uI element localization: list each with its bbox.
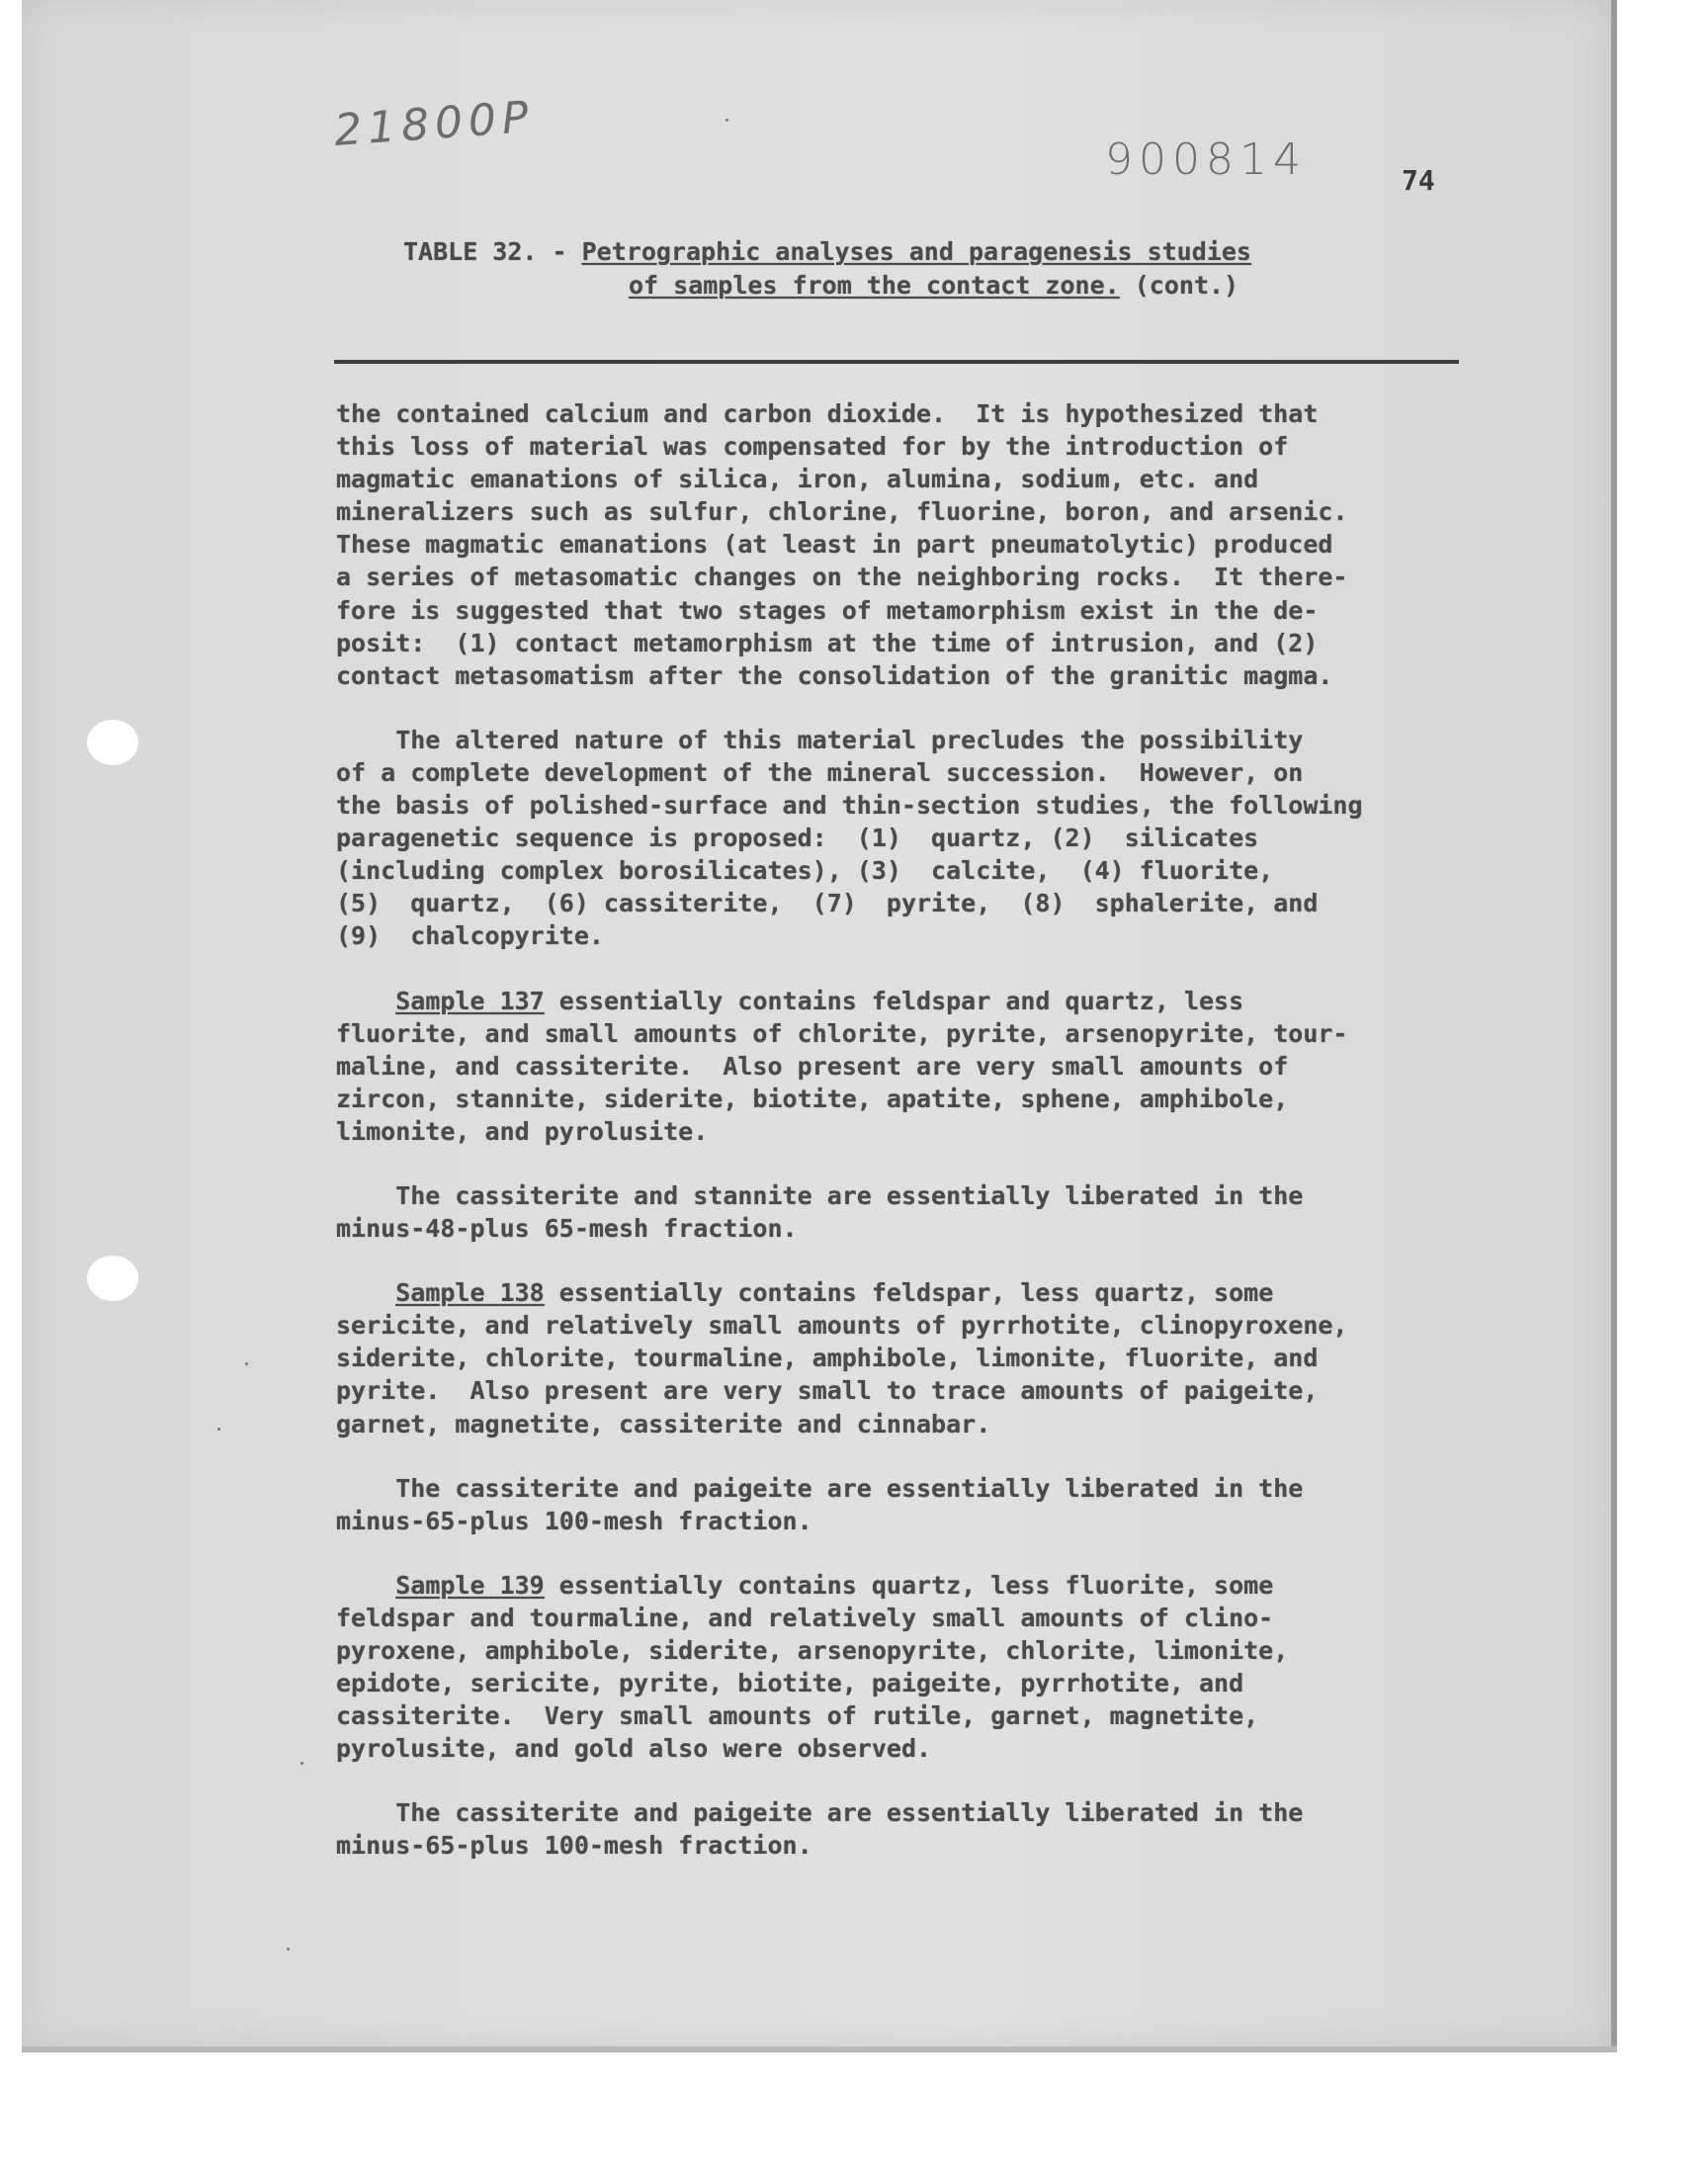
text-line: (9) chalcopyrite. — [336, 921, 604, 951]
text-line: minus-48-plus 65-mesh fraction. — [336, 1214, 798, 1244]
paragraph-paragenetic-sequence — [336, 724, 1483, 953]
text-line: The cassiterite and paigeite are essentially liberated in the — [336, 1798, 1304, 1828]
text-line: the basis of polished-surface and thin-section studies, the following — [336, 791, 1363, 821]
text-line: mineralizers such as sulfur, chlorine, fluorine, boron, and arsenic. — [336, 497, 1348, 527]
text-line: pyrite. Also present are very small to trace amounts of paigeite, — [336, 1376, 1319, 1406]
text-line: this loss of material was compensated for by the introduction of — [336, 432, 1289, 462]
text-line: magmatic emanations of silica, iron, alumina, sodium, etc. and — [336, 465, 1259, 494]
paragraph-sample-137 — [336, 985, 1483, 1148]
paragraph-sample-137-liberation — [336, 1179, 1483, 1245]
text-line: of a complete development of the mineral succession. However, on — [336, 757, 1304, 787]
text-line: zircon, stannite, siderite, biotite, apatite, sphene, amphibole, — [336, 1084, 1289, 1113]
paragraph-sample-138 — [336, 1276, 1483, 1439]
text-line: (including complex borosilicates), (3) calcite, (4) fluorite, — [336, 856, 1274, 886]
text-line — [336, 985, 1483, 1017]
handwritten-number-left: 21800P — [332, 91, 537, 157]
text-line: posit: (1) contact metamorphism at the time of intrusion, and (2) — [336, 628, 1319, 657]
paragraph-sample-139 — [336, 1569, 1483, 1766]
text-line: siderite, chlorite, tourmaline, amphibole, limonite, fluorite, and — [336, 1344, 1319, 1373]
table-title-line-1: Petrographic analyses and paragenesis studies — [581, 237, 1251, 266]
text-line: contact metasomatism after the consolidation of the granitic magma. — [336, 660, 1333, 690]
text-line: These magmatic emanations (at least in part pneumatolytic) produced — [336, 530, 1333, 560]
scan-speck — [217, 1428, 220, 1431]
text-line: minus-65-plus 100-mesh fraction. — [336, 1506, 812, 1535]
scan-speck — [245, 1362, 248, 1365]
sample-139-label: Sample 139 — [395, 1570, 545, 1600]
paragraph-sample-139-liberation — [336, 1796, 1483, 1862]
punch-hole-lower — [87, 1256, 138, 1301]
paragraph-metasomatism — [336, 397, 1483, 692]
text-fragment: essentially contains feldspar, less quartz, some — [544, 1278, 1274, 1308]
scan-speck — [726, 119, 728, 122]
text-line: fore is suggested that two stages of metamorphism exist in the de- — [336, 595, 1319, 625]
sample-138-label: Sample 138 — [395, 1278, 545, 1308]
text-line — [336, 1276, 1483, 1309]
body-text — [336, 397, 1483, 1894]
title-rule — [334, 360, 1459, 364]
text-line — [336, 1569, 1483, 1602]
text-line: The altered nature of this material precludes the possibility — [336, 725, 1304, 754]
text-line: cassiterite. Very small amounts of rutile, garnet, magnetite, — [336, 1701, 1259, 1731]
text-line: fluorite, and small amounts of chlorite, pyrite, arsenopyrite, tour- — [336, 1018, 1348, 1048]
text-line: limonite, and pyrolusite. — [336, 1116, 709, 1146]
punch-hole-upper — [87, 720, 138, 765]
text-fragment: essentially contains feldspar and quartz, less — [544, 986, 1244, 1015]
paragraph-sample-138-liberation — [336, 1472, 1483, 1537]
table-title-prefix: TABLE 32. - — [403, 237, 582, 266]
text-line: pyrolusite, and gold also were observed. — [336, 1734, 932, 1764]
text-line: sericite, and relatively small amounts of pyrrhotite, clinopyroxene, — [336, 1311, 1348, 1341]
text-line: The cassiterite and stannite are essentially liberated in the — [336, 1180, 1304, 1210]
handwritten-number-right: 900814 — [1105, 134, 1307, 185]
text-line: The cassiterite and paigeite are essentially liberated in the — [336, 1473, 1304, 1503]
table-title-line-2: of samples from the contact zone. — [629, 271, 1120, 300]
table-title-cont: (cont.) — [1119, 271, 1239, 300]
table-title — [403, 235, 1392, 303]
text-line: the contained calcium and carbon dioxide. It is hypothesized that — [336, 399, 1319, 428]
sample-137-label: Sample 137 — [395, 986, 545, 1015]
text-line: a series of metasomatic changes on the neighboring rocks. It there- — [336, 563, 1348, 592]
scan-speck — [300, 1762, 303, 1765]
text-line: garnet, magnetite, cassiterite and cinnabar. — [336, 1409, 991, 1438]
page-edge-shadow — [1611, 0, 1617, 2051]
text-fragment: essentially contains quartz, less fluorite, some — [544, 1570, 1274, 1600]
text-line: epidote, sericite, pyrite, biotite, paigeite, pyrrhotite, and — [336, 1669, 1244, 1698]
text-line: (5) quartz, (6) cassiterite, (7) pyrite, (8) sphalerite, and — [336, 889, 1319, 918]
text-line: pyroxene, amphibole, siderite, arsenopyrite, chlorite, limonite, — [336, 1636, 1289, 1665]
scan-speck — [287, 1948, 290, 1951]
page-bottom-shadow — [22, 2046, 1617, 2052]
text-line: minus-65-plus 100-mesh fraction. — [336, 1831, 812, 1861]
text-line: feldspar and tourmaline, and relatively small amounts of clino- — [336, 1603, 1274, 1632]
page-number: 74 — [1402, 164, 1435, 197]
text-line: maline, and cassiterite. Also present are very small amounts of — [336, 1051, 1289, 1081]
text-line: paragenetic sequence is proposed: (1) quartz, (2) silicates — [336, 824, 1259, 853]
